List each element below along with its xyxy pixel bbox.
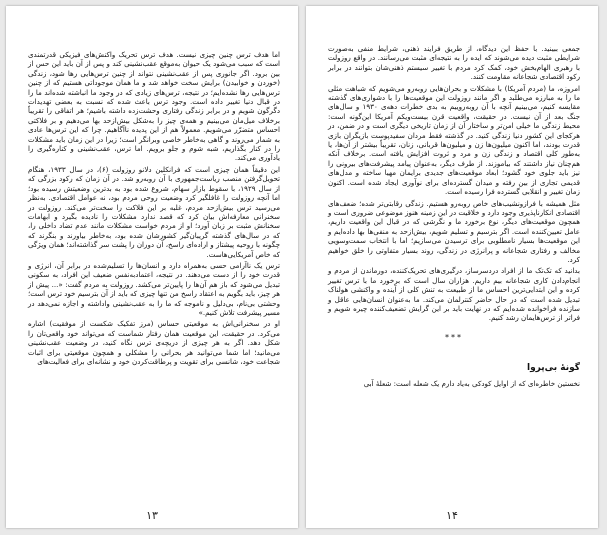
page-number: ۱۳ xyxy=(146,509,158,522)
paragraph: مثل همیشه با فرازونشیب‌های خاص روبه‌رو هستیم. زندگی رقابتی‌تر شده؛ ضعف‌های اقتصادی انکارناپذیری وجود دارد و خلاقیت در این زمینه هنوز موضوعی ضروری است و همچون موقعیت‌های دیگر، نوع برخورد ما و نگرشی که در قبال این واقعیت داریم، عامل تعیین‌کننده است. اگر بترسیم و تسلیم شویم، بیش‌ازحد به منفی‌ها بها داده‌ایم و این موقعیت‌ها بسیار نامطلوبی برای ترسیدن می‌سازیم؛ اما با انتخاب سمت‌وسویی مخالف و رفتاری شجاعانه و پرانرژی در زندگی، روند بسیار متفاوتی را خلق خواهیم کرد. xyxy=(328,198,580,264)
section-intro: نخستین خاطره‌ای که از اوایل کودکی به‌یاد دارم یک شعله است: شعلهٔ آبی xyxy=(363,378,580,388)
right-page xyxy=(306,6,598,528)
right-page-body xyxy=(328,44,580,390)
section-separator: *** xyxy=(445,332,463,342)
paragraph: جمعی ببینید. با حفظ این دیدگاه، از طریق فرایند ذهنی، شرایط منفی به‌صورت شرایطی مثبت دیده می‌شوند که ایده را به نتیجه‌ای مثبت می‌رسانند. در واقع روزولت با رهبری الهام‌بخش خود، کمک کرد مردم با تغییر سیستم ذهنی‌شان بتوانند در برابر رکود اقتصادی شجاعانه مقاومت کنند. xyxy=(328,44,580,82)
page-number: ۱۴ xyxy=(446,509,458,522)
paragraph: ترس یک ناآرامی حسی به‌همراه دارد و انسان‌ها را تسلیم‌شده در برابر آن، انرژی و قدرت خود را از دست می‌دهند. در نتیجه، اعتمادبه‌نفس ضعیف این افراد، به سکونی تبدیل می‌شود که باز هم آن‌ها را پایین‌تر می‌کشد. روزولت به مردم گفت: «... پیش از هر چیز، باید بگویم به اعتقاد راسخ من تنها چیزی که باید از آن بترسیم خود ترس است؛ وحشتی بی‌نام، بی‌دلیل و ناموجه که ما را به عقب‌نشینی واداشته و اجازه نمی‌دهد در مسیر پیشرفت تلاش کنیم.» xyxy=(28,260,280,317)
left-page xyxy=(6,6,298,528)
paragraph: او در سخنرانی‌اش به موقعیتی حساس (مرز تفکیک شکست از موفقیت) اشاره می‌کرد. در حقیقت، این موقعیت همان رفتار شماست که می‌تواند خود واقعی‌تان را شکل دهد. اگر به هر چیزی از دریچه‌ی ترس نگاه کنید، در وضعیت عقب‌نشینی می‌مانید؛ اما شما می‌توانید هر بحرانی را مشکلی و همچون موقعیتی برای اثبات شجاعت خود، شانسی برای تقویت و پرطاقت‌کردن خود و نشانه‌ای برای فعالیت‌های xyxy=(28,319,280,366)
section-heading: گونهٔ بی‌پروا xyxy=(527,363,580,374)
left-page-body xyxy=(28,50,280,368)
paragraph: امروزه، ما (مردم آمریکا) با مشکلات و بحران‌هایی روبه‌رو می‌شویم که شباهت مثلی ما را به مبارزه می‌طلبد و اگر مانند روزولت این موقعیت‌ها را با دشواری‌های گذشته مقایسه کنیم، می‌بینیم آنچه با آن روبه‌روییم به بدی خطرات دهه‌ی ۱۹۳۰ و سال‌های جنگ بعد از آن نیست. در حقیقت، واقعیت قرن بیست‌ویکم آمریکا این‌گونه است: محیط زندگی ما خیلی امن‌تر و ساختار آن از زمان تاریخی دیگری است و در ضمن، در هرکجای این کشور دنیا زندگی کنید. در گذشته فقط مردان سفیدپوست بازیگران بازی قدرت بودند، اما اکنون میلیون‌ها زن و میلیون‌ها قربانی، زنان، تقریباً بیشتر از آن‌ها، یا به‌طور کلی اقتصاد و زندگی زن و مرد و ثروت افزایش یافته است. برخلاف آنکه هم‌چنان نیاز داشتند که بیاموزند. از طرف دیگر، به‌عنوان پیامد پیشرفت‌های بیرونی را نیز باید جلوی خود گشود؛ ابعاد موقعیت‌های جدیدی برایمان مهیا ساخته و مدل‌های قدیمی تجاری از بین رفته و میدان گسترده‌ای برای نوآوری ایجاد شده است. اکنون زمان تغییر و انقلابی گسترده فرا رسیده است. xyxy=(328,83,580,197)
paragraph: این دقیقاً همان چیزی است که فرانکلین دلانو روزولت (۶)، در سال ۱۹۳۳، هنگام تحویل‌گرفتن منصب ریاست‌جمهوری با آن روبه‌رو شد. در آن زمان که رکود بزرگی که از سال ۱۹۲۹، با سقوط بازار سهام، شروع شده بود به بدترین وضعیتش رسیده بود؛ اما آنچه روزولت را غافلگیر کرد وضعیت روحی مردم بود، نه عوامل اقتصادی. به‌نظر می‌رسید ترس بیش‌ازحد مردم، غلبه بر این فلاکت را سخت‌تر می‌کند. روزولت در سخنرانی معارفه‌اش بیان کرد که قصد ندارد مشکلات را نادیده بگیرد و ابهامات سخنانش مثبت بر زبان آورد؛ او از مردم خواست مشکلات مانند عدم تضاد داخلی را، که در سال‌های گذشته گریبان‌گیر کشورشان شده بود، به‌خاطر بیاورند و بنگرند که چگونه با روحیه پیشتاز و اراده‌ای راسخ، آن دوران را پشت سر گذاشته‌اند؛ همان ویژگی که خاص آمریکایی‌هاست. xyxy=(28,164,280,259)
paragraph: بدانید که تک‌تک ما از افراد دردسرساز، درگیری‌های تحریک‌کننده، دورماندن از مردم و انجام‌دادن کاری شجاعانه بیم داریم. هزاران سال است که برخورد ما با ترس تغییر کرده و این ابتدایی‌ترین احساس ما از طبیعت به تنش کلی از آینده و واکنشی هولناک تبدیل شده است که در حال حاضر کنترلمان می‌کند. ما به‌عنوان انسان‌هایی عاقل و سازنده فراخوانده شده‌ایم که در نهایت باید بر این گرایش تضعیف‌کننده چیره شویم و فراتر از ترس‌هایمان رشد کنیم. xyxy=(328,266,580,323)
paragraph: اما هدف ترس چنین چیزی نیست. هدف ترس تحریک واکنش‌های فیزیکی قدرتمندی است که سبب می‌شود یک حیوان به‌موقع عقب‌نشینی کند و پس از آن باید این حس از بین برود. اگر جانوری پس از عقب‌نشینی نتواند از چنین ترس‌هایی رها شود، زندگی (خوردن و خوابیدن) برایش سخت خواهد شد و ما همان موجوداتی هستیم که از چنین ترس‌هایی رها نشده‌ایم؛ در نتیجه، ترس‌های زیادی که در وجود ما انباشته شده‌اند ما را در قبال دنیا تغییر داده است. وجود ترس باعث شده که نسبت به بعضی تهدیدات دگرگون شویم و در برابر زندگی رفتاری وحشت‌زده داشته باشیم؛ هر اتفاقی را تقریباً برخلاف میل‌مان می‌بینیم و همه‌ی چیز را به‌شکل بیش‌ازحد بها می‌دهیم و بر فلاکتی احساس متضرّر می‌شویم. معمولاً هم از این پدیده ناآگاهیم. چرا که این ترس‌ها عادی به شمار می‌روند و گاهی به‌خاطر خاصی وبرانگر است؛ زیرا در این زمان باید مشکلات را در کنار بگذاریم، شبه شوم و جلو برویم. اما ترس، عقب‌نشینی و کناره‌گیری را یادآوری می‌کند. xyxy=(28,50,280,163)
